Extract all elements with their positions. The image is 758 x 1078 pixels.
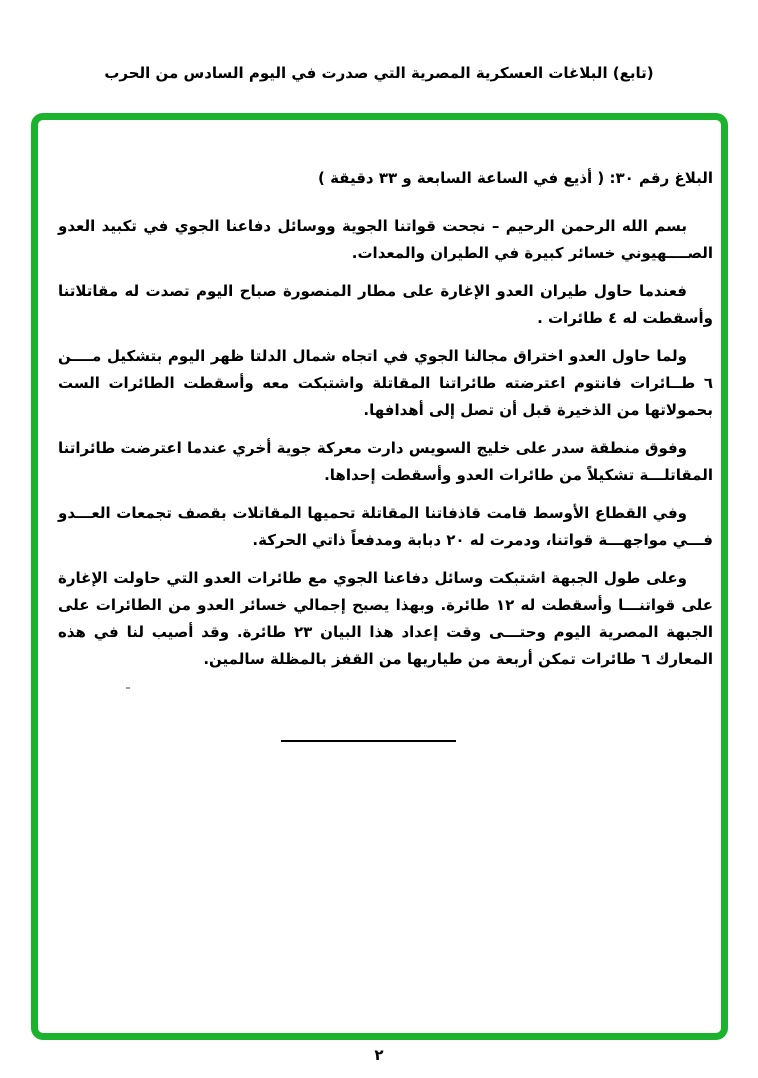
bulletin-paragraph-mansoura-airport: فعندما حاول طيران العدو الإغارة على مطار المنصورة صباح اليوم تصدت له مقاتلاتنا وأسقطت له ٤ طائرات . (58, 282, 713, 327)
bulletin-paragraph-front-totals: وعلى طول الجبهة اشتبكت وسائل دفاعنا الجوي مع طائرات العدو التي حاولت الإغارة على قواتنـــا وأسقطت له ١٢ طائرة. وبهذا يصبح إجمالي خسائر العدو من الطائرات على الجبهة المصرية اليوم وحتـــى وقت إعداد هذا البيان ٢٣ طائرة. وقد أصيب لنا في هذه المعارك ٦ طائرات تمكن أربعة من طياريها من القفز بالمظلة سالمين. (58, 569, 713, 668)
bulletin-paragraph-delta-phantoms: ولما حاول العدو اختراق مجالنا الجوي في اتجاه شمال الدلتا ظهر اليوم بتشكيل مــــن ٦ طــائرات فانتوم اعترضته طائراتنا المقاتلة واشتبكت معه وأسقطت الطائرات الست بحمولاتها من الذخيرة قبل أن تصل إلى أهدافها. (58, 347, 713, 419)
communique-body (38, 120, 721, 673)
bulletin-paragraph-basmala-summary: بسم الله الرحمن الرحيم – نجحت قواتنا الجوية ووسائل دفاعنا الجوي في تكبيد العدو الصــــهيوني خسائر كبيرة في الطيران والمعدات. (58, 217, 713, 262)
bulletin-paragraph-sudr-gulf-battle: وفوق منطقة سدر على خليج السويس دارت معركة جوية أخري عندما اعترضت طائراتنا المقاتلـــة تشكيلاً من طائرات العدو وأسقطت إحداها. (58, 439, 713, 484)
page-title: (تابع) البلاغات العسكرية المصرية التي صدرت في اليوم السادس من الحرب (104, 64, 654, 82)
page-number: ٢ (374, 1046, 384, 1064)
bulletin-paragraph-central-sector: وفي القطاع الأوسط قامت قاذفاتنا المقاتلة تحميها المقاتلات بقصف تجمعات العـــدو فـــي مواجهـــة قواتنا، ودمرت له ٢٠ دبابة ومدفعاً ذاتي الحركة. (58, 504, 713, 549)
scan-speck (126, 687, 130, 689)
separator-rule (281, 740, 456, 742)
bulletin-heading: البلاغ رقم ٣٠: ( أذيع في الساعة السابعة و ٣٣ دقيقة ) (318, 169, 713, 187)
communique-frame (31, 113, 728, 1040)
